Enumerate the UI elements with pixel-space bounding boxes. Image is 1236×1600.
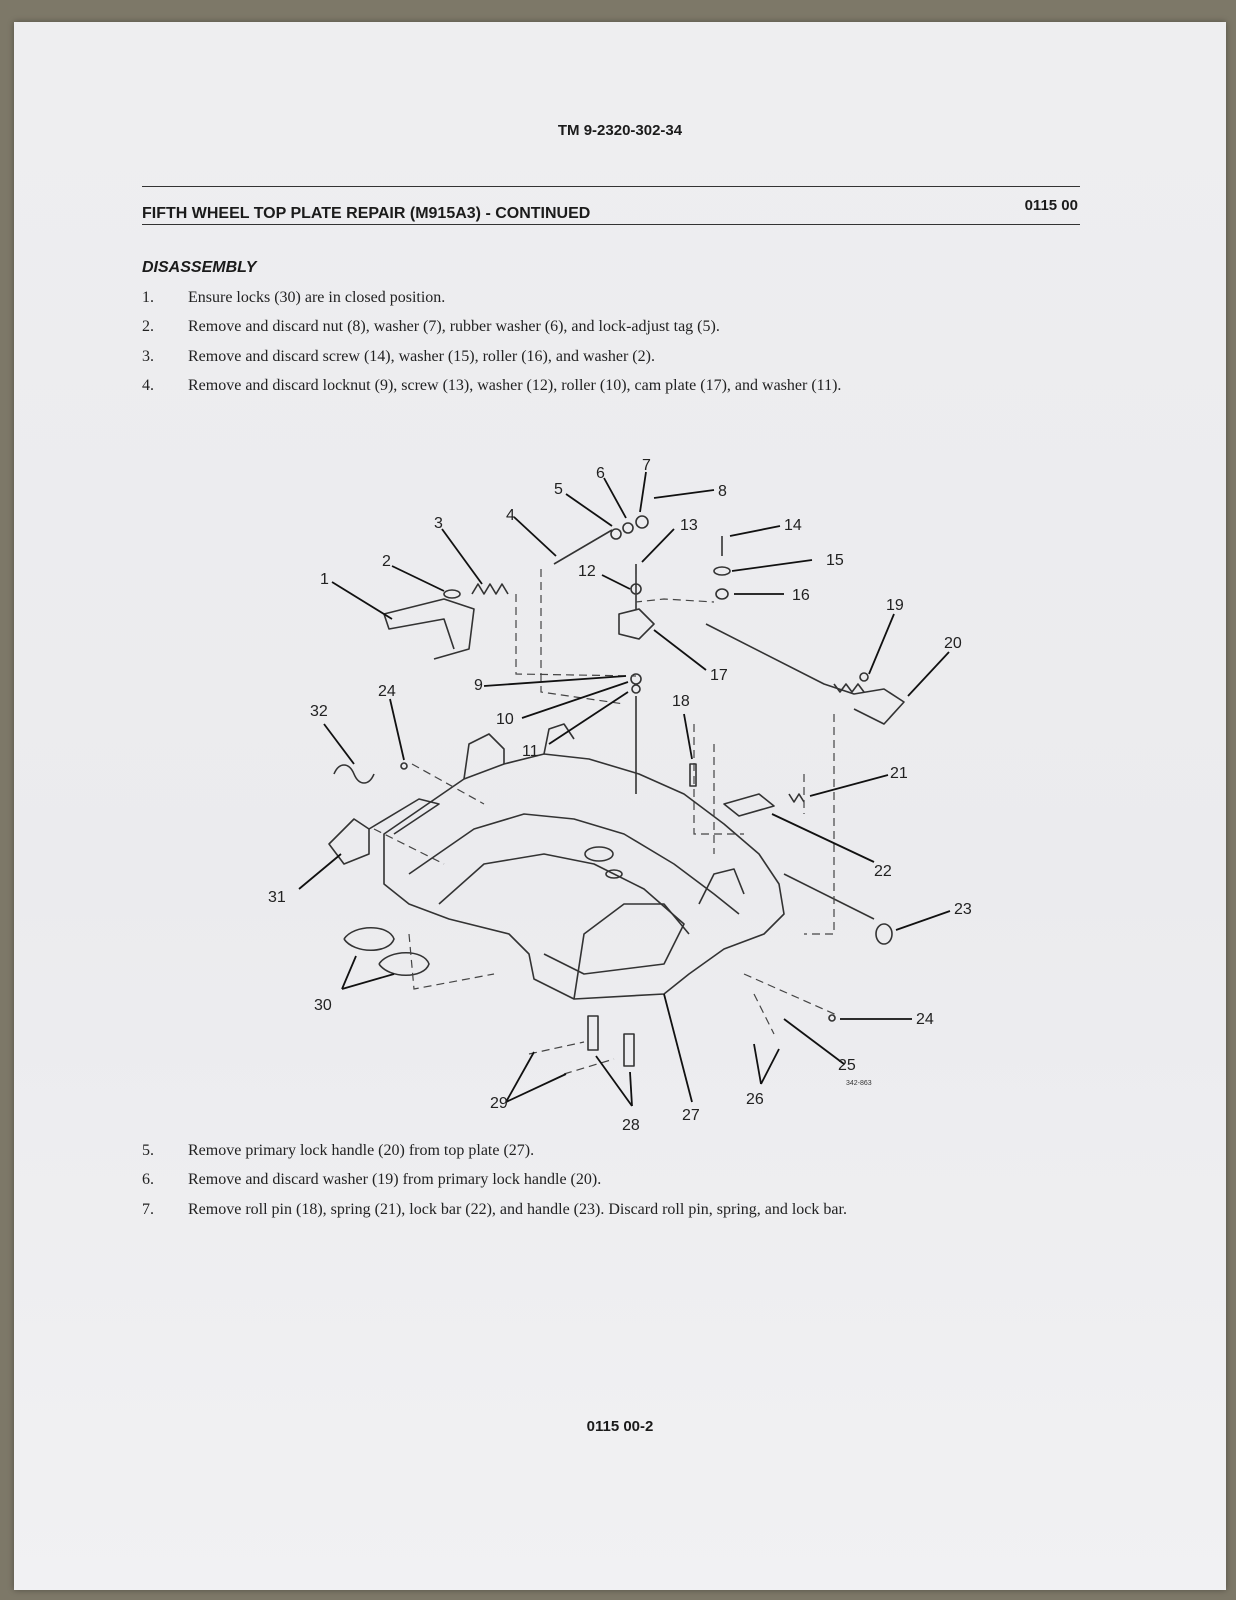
step-number: 7. [142,1200,154,1218]
washer-15 [714,567,730,575]
nut-8 [636,516,648,528]
roller-16 [716,589,728,599]
callout-8: 8 [718,483,727,500]
callout-13: 13 [680,517,698,534]
leader-lines [299,472,950,1106]
work-package-number: 0115 00 [1024,197,1078,214]
assembly-lines [374,569,839,1074]
top-plate-outline [384,754,784,999]
cam-plate [619,609,654,639]
tm-number: TM 9-2320-302-34 [557,122,683,139]
step-text: Remove and discard washer (19) from primary lock handle (20). [188,1171,602,1189]
callout-14: 14 [784,517,802,534]
callout-2: 2 [382,553,391,570]
primary-lock-handle [706,624,904,724]
lock-adjust-tag [554,530,612,564]
step-text: Remove roll pin (18), spring (21), lock bar (22), and handle (23). Discard roll pin, spring, and lock bar. [188,1200,847,1218]
callout-12: 12 [578,563,596,580]
callout-25: 25 [838,1057,856,1074]
figure-parts [329,516,904,1066]
callout-27: 27 [682,1107,700,1124]
step-item [142,313,1082,343]
lock-30b [379,953,429,976]
callout-4: 4 [506,507,515,524]
callout-6: 6 [596,465,605,482]
callout-26: 26 [746,1091,764,1108]
washer-7 [623,523,633,533]
step-item [142,1195,1082,1225]
top-plate-wedge [574,904,689,999]
callout-18: 18 [672,693,690,710]
step-number: 1. [142,288,154,306]
callout-32: 32 [310,703,328,720]
callout-23: 23 [954,901,972,918]
document-page [14,22,1226,1590]
spring-3 [472,584,508,594]
callout-15: 15 [826,552,844,569]
section-title: DISASSEMBLY [142,259,257,276]
top-plate-ear-right [699,869,744,904]
callout-labels [268,457,972,1134]
spring-21 [789,794,804,802]
exploded-view-figure [244,434,972,1134]
lock-bar-22 [724,794,774,816]
callout-3: 3 [434,515,443,532]
step-item [142,283,1082,313]
center-bore [585,847,613,861]
callout-20: 20 [944,635,962,652]
callout-5: 5 [554,481,563,498]
callout-22: 22 [874,863,892,880]
step-item [142,372,1082,402]
callout-1: 1 [320,571,329,588]
roll-pin-18 [690,764,696,786]
top-plate-ear-back [544,724,574,754]
washer-11 [632,685,640,693]
step-text: Remove and discard nut (8), washer (7), rubber washer (6), and lock-adjust tag (5). [188,318,720,336]
page-number: 0115 00-2 [586,1418,654,1435]
handle-23-rod [784,874,874,919]
step-number: 3. [142,347,154,365]
callout-16: 16 [792,587,810,604]
step-text: Ensure locks (30) are in closed position. [188,288,446,306]
callout-19: 19 [886,597,904,614]
figure-id: 342-863 [846,1080,872,1087]
top-plate-center-rib [439,854,684,974]
callout-10: 10 [496,711,514,728]
handle-23-ring [876,924,892,944]
step-number: 6. [142,1171,154,1189]
washer-19 [860,673,868,681]
step-number: 5. [142,1141,154,1159]
lock-30a [344,928,394,951]
header-rule-bottom [142,224,1080,225]
step-item [142,1166,1082,1196]
work-package-title: FIFTH WHEEL TOP PLATE REPAIR (M915A3) - CONTINUED [142,205,591,222]
callout-24a: 24 [378,683,396,700]
callout-7: 7 [642,457,651,474]
callout-17: 17 [710,667,728,684]
pin-28b [624,1034,634,1066]
bracket-31 [329,819,369,864]
callout-11: 11 [522,743,539,760]
callout-29: 29 [490,1095,508,1112]
rubber-washer-6 [611,529,621,539]
callout-24b: 24 [916,1011,934,1028]
pin-28a [588,1016,598,1050]
callout-28: 28 [622,1117,640,1134]
step-item [142,1136,1082,1166]
spring-32 [334,765,374,783]
step-number: 4. [142,377,154,395]
screw-24a [401,763,407,769]
header-rule-top [142,186,1080,187]
callout-30: 30 [314,997,332,1014]
step-number: 2. [142,318,154,336]
step-text: Remove primary lock handle (20) from top plate (27). [188,1141,535,1159]
callout-31: 31 [268,889,286,906]
step-item [142,342,1082,372]
callout-9: 9 [474,677,483,694]
step-text: Remove and discard locknut (9), screw (13), washer (12), roller (10), cam plate (17), and washer (11). [188,377,842,395]
screw-24b [829,1015,835,1021]
callout-21: 21 [890,765,908,782]
bracket-1 [384,599,474,659]
washer-2 [444,590,460,598]
steps-list-bottom [142,1136,1082,1225]
step-text: Remove and discard screw (14), washer (15), roller (16), and washer (2). [188,347,655,365]
steps-list-top [142,283,1082,401]
top-plate-inner-rib [409,814,739,914]
